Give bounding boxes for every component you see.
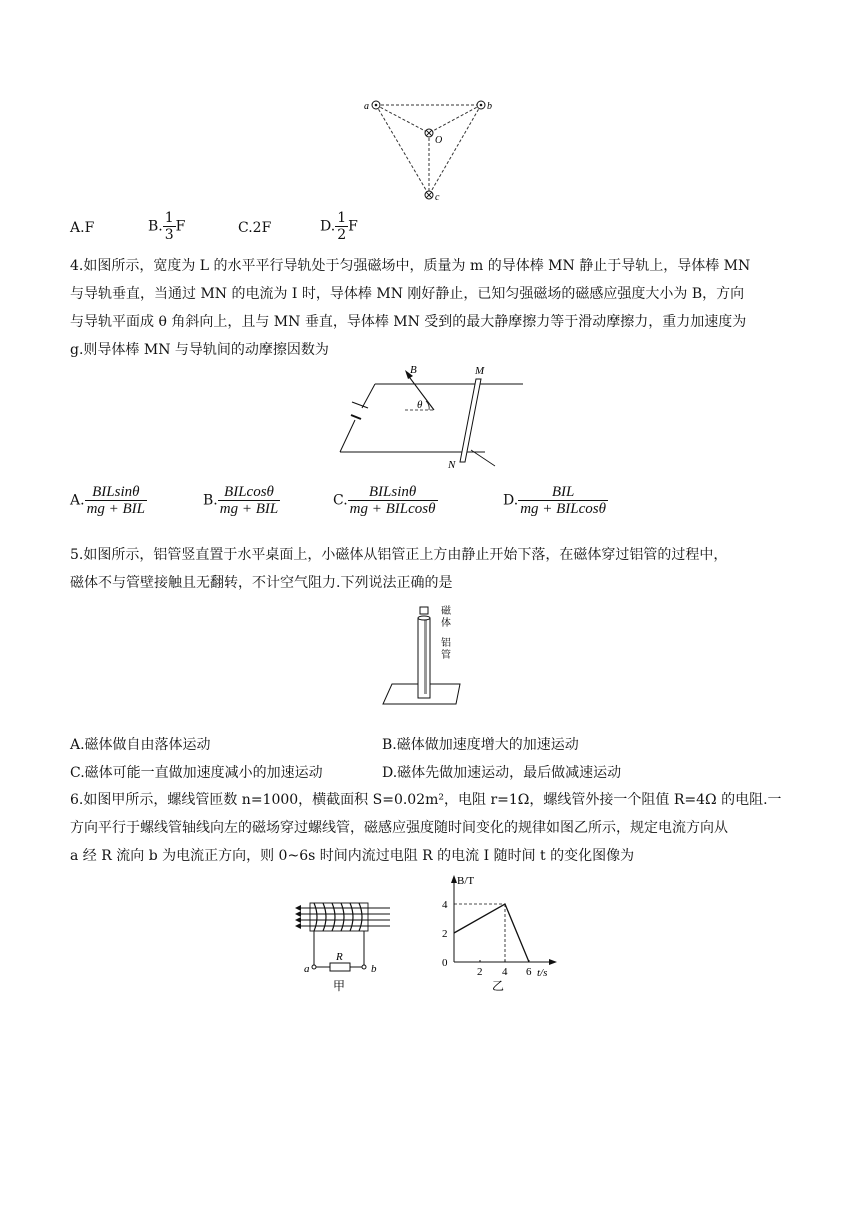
- field-arrow-icon: [295, 917, 301, 923]
- label-c: c: [435, 192, 440, 203]
- q6-text-line-1: 6.如图甲所示，螺线管匝数 n=1000，横截面积 S=0.02m²，电阻 r=1Ω，螺线管外接一个阻值 R=4Ω 的电阻.一: [70, 792, 782, 808]
- caption-jia: 甲: [333, 979, 346, 993]
- x-axis-label: t/s: [537, 967, 548, 979]
- current-out-icon-a: [372, 101, 380, 109]
- field-arrow-icon: [295, 911, 301, 917]
- label-a: a: [364, 101, 369, 112]
- q6-text-line-3: a 经 R 流向 b 为电流正方向，则 0~6s 时间内流过电阻 R 的电流 I 随时间 t 的变化图像为: [70, 848, 635, 864]
- tube-label-1: 铝: [441, 638, 451, 649]
- q5-text-line-1: 5.如图所示，铝管竖直置于水平桌面上，小磁体从铝管正上方由静止开始下落，在磁体穿过铝管的过程中，: [70, 547, 728, 563]
- q4-option-a: A. $\frac{\text{BILsinθ}}{\text{mg + BIL}}$: [70, 484, 146, 517]
- q5-option-b: B.磁体做加速度增大的加速运动: [382, 737, 579, 753]
- label-b: b: [487, 101, 492, 112]
- q4-text-line-1: 4.如图所示，宽度为 L 的水平平行导轨处于匀强磁场中，质量为 m 的导体棒 MN 静止于导轨上，导体棒 MN: [70, 258, 751, 274]
- q4-option-c: C. $\frac{\text{BILsinθ}}{\text{mg + BILcosθ}}$: [333, 484, 436, 517]
- q4-option-d: D. $\frac{\text{BIL}}{\text{mg + BILcosθ}}$: [503, 484, 607, 517]
- resistor-R: [330, 963, 350, 971]
- field-arrow-icon: [295, 905, 301, 911]
- y-tick-0: 0: [442, 957, 448, 969]
- field-arrow-icon: [295, 923, 301, 929]
- q3-figure: [355, 92, 505, 208]
- q3-option-d: D. $\frac{1}{2}$ F: [320, 210, 358, 243]
- tube-label-2: 管: [441, 650, 451, 661]
- x-axis-arrow-icon: [549, 959, 557, 965]
- q6-solenoid-figure: [290, 894, 395, 994]
- q5-text-line-2: 磁体不与管壁接触且无翻转，不计空气阻力.下列说法正确的是: [70, 575, 453, 591]
- q6-bt-graph: [430, 872, 565, 994]
- coil-turns: [314, 903, 362, 931]
- current-in-icon-o: [425, 129, 433, 137]
- q5-option-d: D.磁体先做加速运动，最后做减速运动: [382, 765, 622, 781]
- current-out-icon-b: [477, 101, 485, 109]
- magnet: [420, 607, 428, 614]
- y-tick-4: 4: [442, 899, 448, 911]
- y-tick-2: 2: [442, 928, 448, 940]
- q4-rail-figure: [335, 360, 525, 470]
- label-M: M: [475, 365, 485, 377]
- q3-option-c: C.2F: [238, 220, 272, 236]
- magnet-label-1: 磁: [441, 606, 451, 617]
- q4-option-b: B. $\frac{\text{BILcosθ}}{\text{mg + BIL}}$: [203, 484, 279, 517]
- battery-long-plate: [352, 402, 368, 408]
- label-N: N: [448, 459, 456, 470]
- label-b: b: [371, 963, 377, 975]
- label-o: O: [435, 135, 443, 146]
- conductor-rod: [460, 379, 481, 462]
- label-theta: θ: [417, 399, 423, 411]
- x-tick-4: 4: [502, 966, 508, 978]
- y-axis-label: B/T: [457, 875, 475, 887]
- label-R: R: [336, 951, 343, 963]
- q3-option-b: B. $\frac{1}{3}$ F: [148, 210, 186, 243]
- caption-yi: 乙: [492, 979, 505, 993]
- q5-option-a: A.磁体做自由落体运动: [70, 737, 211, 753]
- q3-option-a: A.F: [70, 220, 95, 236]
- solenoid-body: [310, 903, 368, 931]
- magnet-label-2: 体: [441, 618, 451, 629]
- label-a: a: [304, 963, 310, 975]
- x-tick-2: 2: [477, 966, 483, 978]
- q4-text-line-4: g.则导体棒 MN 与导轨间的动摩擦因数为: [70, 342, 329, 358]
- battery-short-plate: [351, 415, 361, 419]
- q6-text-line-2: 方向平行于螺线管轴线向左的磁场穿过螺线管，磁感应强度随时间变化的规律如图乙所示，规定电流方向从: [70, 820, 728, 836]
- q5-option-c: C.磁体可能一直做加速度减小的加速运动: [70, 765, 323, 781]
- x-tick-6: 6: [526, 966, 532, 978]
- q4-text-line-3: 与导轨平面成 θ 角斜向上，且与 MN 垂直，导体棒 MN 受到的最大静摩擦力等于滑动摩擦力，重力加速度为: [70, 314, 747, 330]
- bt-series-line: [454, 904, 529, 962]
- current-in-icon-c: [425, 191, 433, 199]
- q4-text-line-2: 与导轨垂直，当通过 MN 的电流为 I 时，导体棒 MN 刚好静止，已知匀强磁场的磁感应强度大小为 B，方向: [70, 286, 745, 302]
- q5-tube-figure: [380, 602, 470, 710]
- label-B: B: [410, 364, 417, 376]
